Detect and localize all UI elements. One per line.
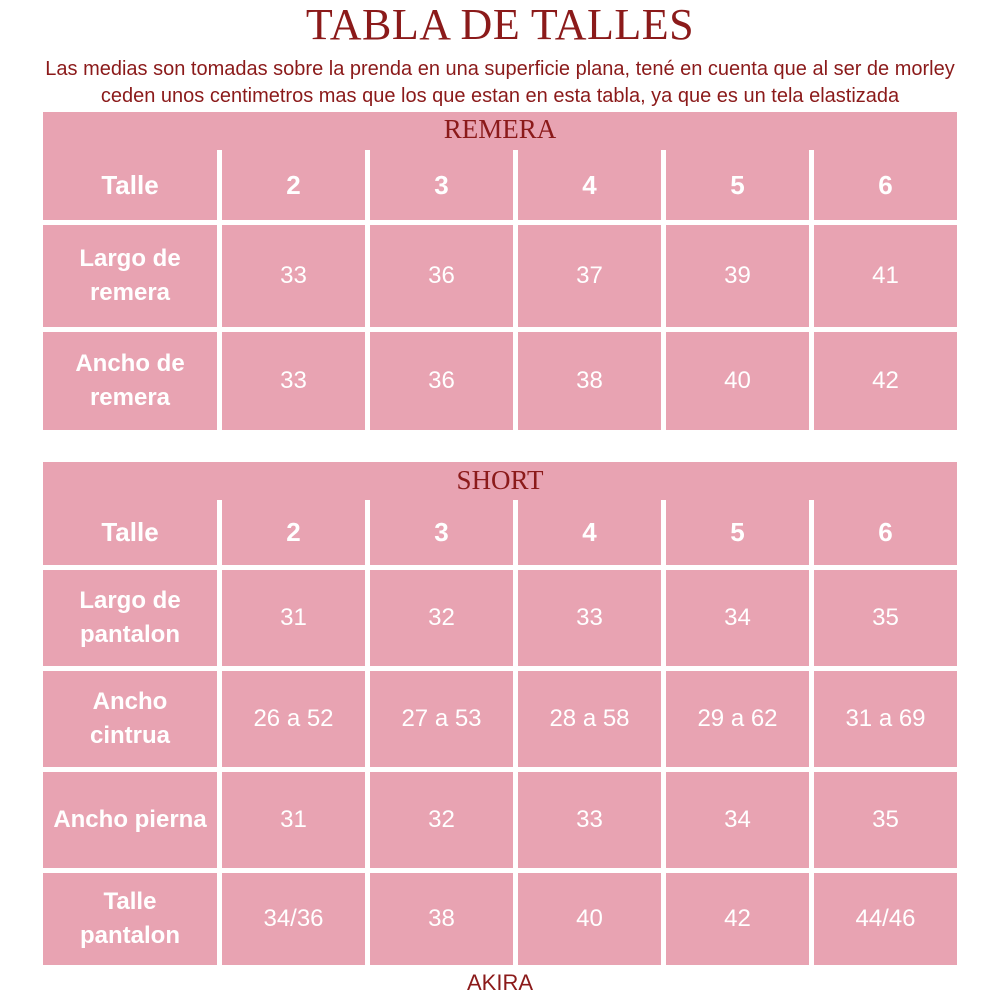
short-header-size: 4 <box>582 517 597 547</box>
short-header-size: 3 <box>434 517 449 547</box>
remera-table <box>43 112 957 430</box>
remera-header-size: 3 <box>434 169 449 200</box>
short-cell-value: 31 a 69 <box>845 705 926 732</box>
remera-title: REMERA <box>443 114 557 144</box>
short-cell-value: 35 <box>872 604 899 631</box>
remera-header-size: 4 <box>582 169 597 200</box>
short-cell-value: 26 a 52 <box>253 705 334 732</box>
remera-cell-value: 42 <box>872 367 899 394</box>
brand-footer: AKIRA <box>466 970 534 995</box>
short-row-label: Largo de pantalon <box>79 587 181 648</box>
short-cell-value: 42 <box>724 905 751 932</box>
remera-cell-value: 41 <box>872 262 899 289</box>
short-header-label: Talle <box>101 517 159 547</box>
short-cell-value: 33 <box>576 806 603 833</box>
short-table <box>43 462 957 965</box>
remera-cell-value: 36 <box>428 262 455 289</box>
page-title: TABLA DE TALLES <box>305 0 695 49</box>
remera-cell-value: 36 <box>428 367 455 394</box>
remera-cell-value: 37 <box>576 262 603 289</box>
remera-header-label: Talle <box>101 169 159 200</box>
short-cell-value: 31 <box>280 806 307 833</box>
short-cell-value: 33 <box>576 604 603 631</box>
short-cell-value: 32 <box>428 604 455 631</box>
short-cell-value: 44/46 <box>855 905 916 932</box>
short-cell-value: 34 <box>724 604 751 631</box>
page-subtitle: Las medias son tomadas sobre la prenda en una superficie plana, tené en cuenta que al ser de morley ceden unos centimetros mas que los que estan en esta tabla, ya que es un tela elastizada <box>45 58 955 107</box>
short-row-label: Talle pantalon <box>80 888 180 949</box>
short-cell-value: 40 <box>576 905 603 932</box>
short-cell-value: 34/36 <box>263 905 324 932</box>
short-title: SHORT <box>456 465 544 495</box>
short-cell-value: 38 <box>428 905 455 932</box>
short-cell-value: 35 <box>872 806 899 833</box>
short-cell-value: 27 a 53 <box>401 705 482 732</box>
short-header-size: 6 <box>878 517 893 547</box>
remera-cell-value: 33 <box>280 367 307 394</box>
remera-cell-value: 33 <box>280 262 307 289</box>
short-cell-value: 29 a 62 <box>697 705 778 732</box>
short-header-size: 2 <box>286 517 301 547</box>
remera-header-size: 2 <box>286 169 301 200</box>
remera-cell-value: 40 <box>724 367 751 394</box>
short-cell-value: 31 <box>280 604 307 631</box>
short-row-label: Ancho pierna <box>53 806 207 833</box>
short-cell-value: 34 <box>724 806 751 833</box>
remera-header-size: 5 <box>730 169 745 200</box>
short-cell-value: 28 a 58 <box>549 705 630 732</box>
remera-cell-value: 39 <box>724 262 751 289</box>
remera-cell-value: 38 <box>576 367 603 394</box>
short-header-size: 5 <box>730 517 745 547</box>
short-row-label: Ancho cintrua <box>89 688 170 749</box>
short-cell-value: 32 <box>428 806 455 833</box>
remera-header-size: 6 <box>878 169 893 200</box>
remera-row-label: Largo de remera <box>79 245 181 306</box>
remera-row-label: Ancho de remera <box>75 350 185 411</box>
